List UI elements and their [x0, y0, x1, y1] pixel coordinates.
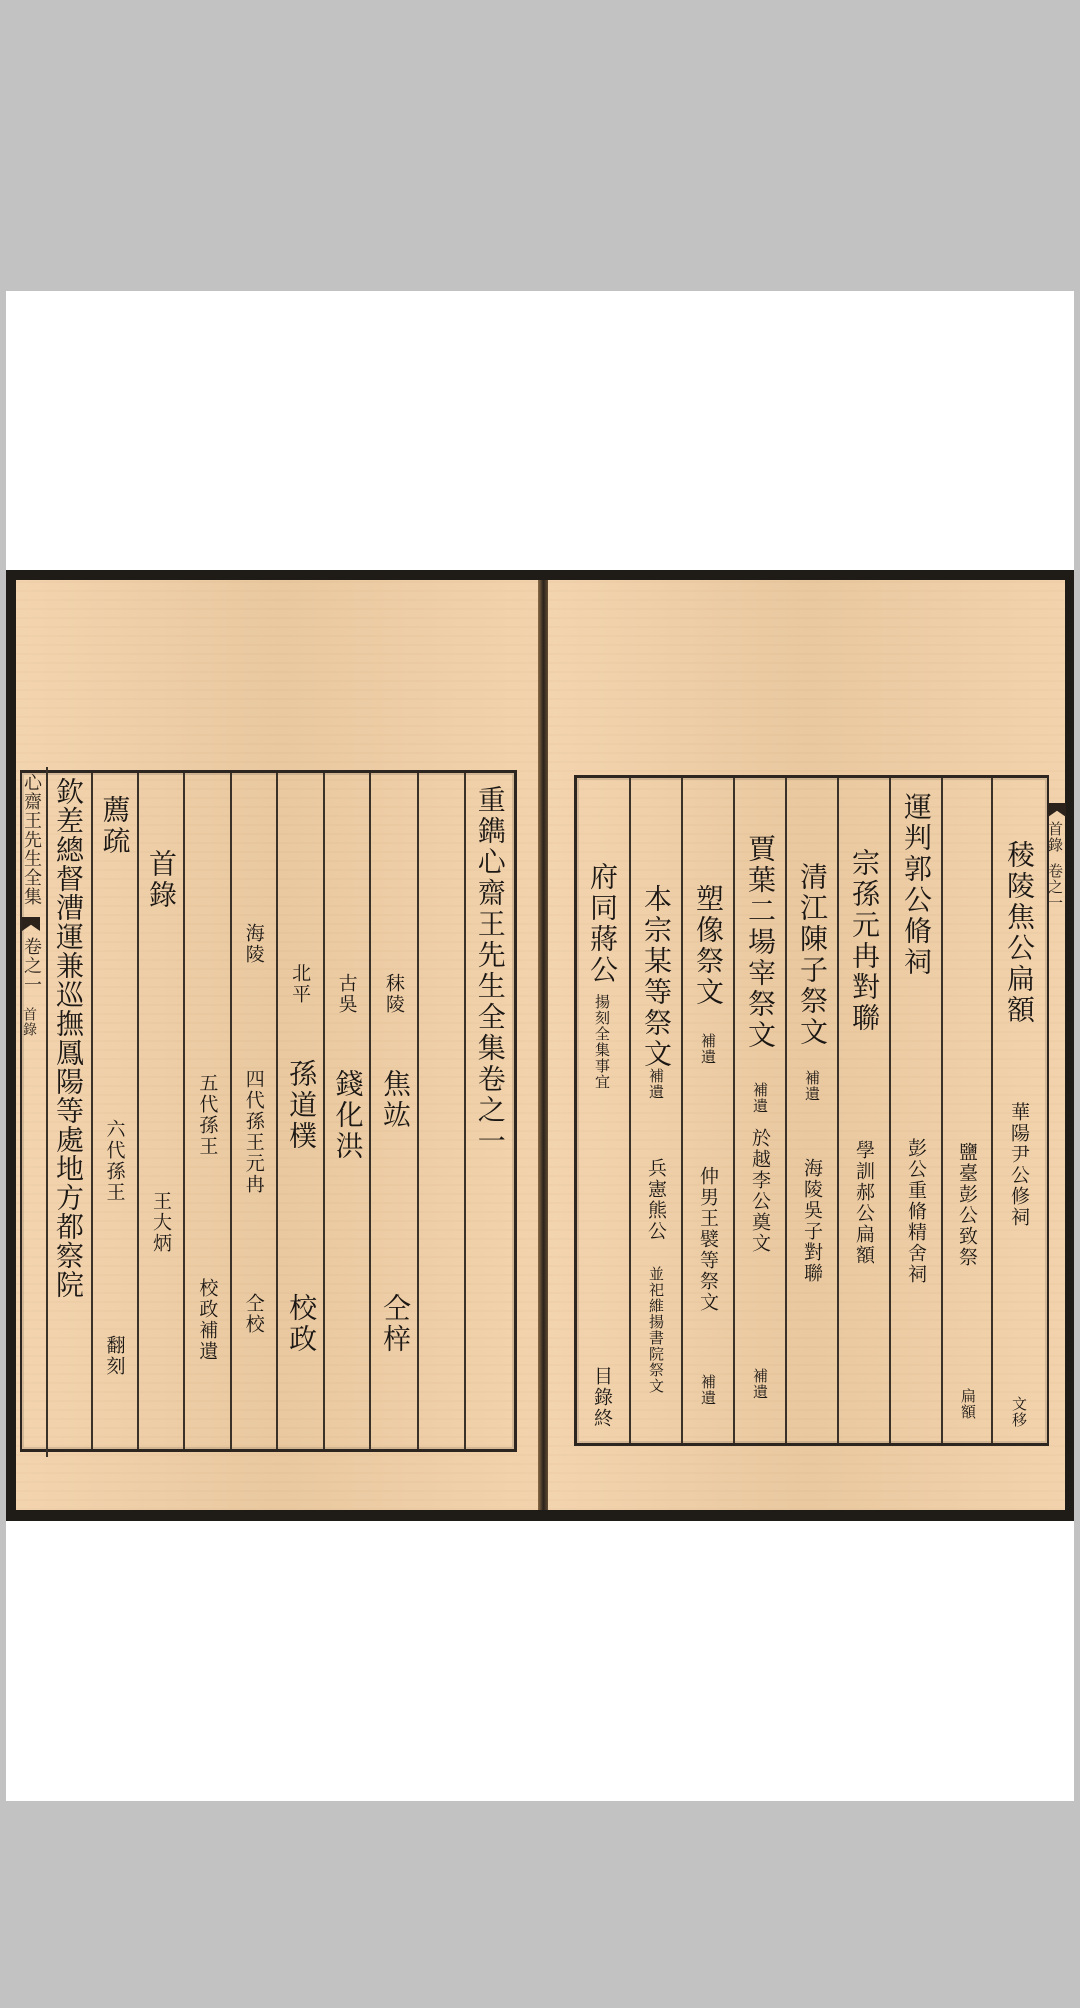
person-name: 孫道樸: [285, 1059, 319, 1152]
entry-title: 鹽臺彭公致祭: [956, 1142, 978, 1268]
margin-section: 首錄: [21, 1007, 37, 1037]
entry-title: 兵憲熊公: [645, 1158, 667, 1242]
role-note: 校政: [285, 1293, 319, 1355]
person-name: 四代孫王元冉: [242, 1069, 265, 1195]
text-column: [991, 778, 1047, 1443]
entry-title: 本宗某等祭文: [640, 884, 673, 1070]
book-scan: [6, 570, 1074, 1521]
text-column: [137, 773, 183, 1449]
margin-section: 首錄: [1046, 821, 1064, 853]
entry-note: 並祀維揚書院祭文: [647, 1266, 665, 1394]
text-column: [91, 773, 137, 1449]
person-name: 六代孫王: [103, 1119, 126, 1203]
place-name: 秣陵: [382, 973, 405, 1015]
text-column: [417, 773, 463, 1449]
entry-note: 補遺: [699, 1374, 717, 1406]
entry-title: 清江陳子祭文: [796, 862, 829, 1048]
text-column: [48, 773, 90, 1449]
margin-title: 心齋王先生全集: [21, 773, 42, 906]
text-column: [889, 778, 941, 1443]
right-page: [548, 580, 1065, 1510]
text-column: [837, 778, 889, 1443]
entry-title: 華陽尹公修祠: [1008, 1102, 1030, 1228]
entry-note: 扁額: [959, 1388, 977, 1420]
text-column: [369, 773, 417, 1449]
text-column: [464, 773, 514, 1449]
fishtail-mark: [1048, 803, 1066, 817]
place-name: 北平: [289, 963, 312, 1005]
text-column: [785, 778, 837, 1443]
left-page-margin: [20, 767, 48, 1457]
fishtail-mark: [22, 917, 40, 931]
text-column: [941, 778, 991, 1443]
role-note: 翻刻: [103, 1335, 126, 1377]
person-name: 五代孫王: [196, 1073, 219, 1157]
text-column: [733, 778, 785, 1443]
entry-title: 府同蔣公: [586, 862, 619, 986]
left-page-frame: [20, 770, 517, 1452]
margin-volume: 卷之一: [21, 937, 42, 994]
person-name: 王大炳: [149, 1191, 172, 1254]
entry-title: 賈葉二場宰祭文: [744, 834, 777, 1051]
text-column: [183, 773, 229, 1449]
place-name: 古吳: [335, 973, 358, 1015]
text-column: [276, 773, 322, 1449]
text-column: [230, 773, 276, 1449]
entry-note: 補遺: [699, 1033, 717, 1065]
entry-note: 揚刻全集事宜: [593, 994, 611, 1090]
section-heading: 首錄: [144, 849, 178, 911]
text-column: [681, 778, 733, 1443]
entry-note: 補遺: [803, 1070, 821, 1102]
left-columns: [48, 773, 514, 1449]
entry-title: 運判郭公脩祠: [900, 792, 933, 978]
entry-title: 仲男王襞等祭文: [697, 1166, 719, 1313]
entry-note: 補遺: [751, 1368, 769, 1400]
right-page-margin: [1045, 803, 1069, 1003]
entry-title: 於越李公奠文: [749, 1128, 771, 1254]
person-name: 錢化洪: [331, 1069, 365, 1162]
text-column: [577, 778, 629, 1443]
place-name: 海陵: [242, 923, 265, 965]
role-note: 仝校: [242, 1293, 265, 1335]
entry-title: 塑像祭文: [692, 884, 725, 1008]
section-heading: 薦疏: [98, 795, 132, 857]
left-page: [16, 580, 540, 1510]
entry-title: 海陵吳子對聯: [801, 1158, 823, 1284]
entry-title: 宗孫元冉對聯: [848, 848, 881, 1034]
entry-note: 文移: [1010, 1396, 1028, 1428]
entry-title: 彭公重脩精舍祠: [905, 1138, 927, 1285]
entry-title: 稜陵焦公扁額: [1003, 840, 1036, 1026]
right-page-frame: [574, 775, 1064, 1446]
entry-note: 補遺: [647, 1068, 665, 1100]
margin-volume: 卷之一: [1046, 863, 1064, 911]
volume-title: 重鐫心齋王先生全集卷之一: [473, 785, 507, 1157]
right-columns: [577, 778, 1047, 1443]
text-column: [629, 778, 681, 1443]
role-note: 校政補遺: [196, 1278, 219, 1362]
role-note: 仝梓: [378, 1293, 412, 1355]
memorial-heading: 欽差總督漕運兼巡撫鳳陽等處地方都察院: [52, 777, 86, 1299]
text-column: [323, 773, 369, 1449]
catalog-end-mark: 目錄終: [591, 1366, 613, 1429]
person-name: 焦竑: [378, 1069, 412, 1131]
entry-note: 補遺: [751, 1082, 769, 1114]
entry-title: 學訓郝公扁額: [853, 1140, 875, 1266]
